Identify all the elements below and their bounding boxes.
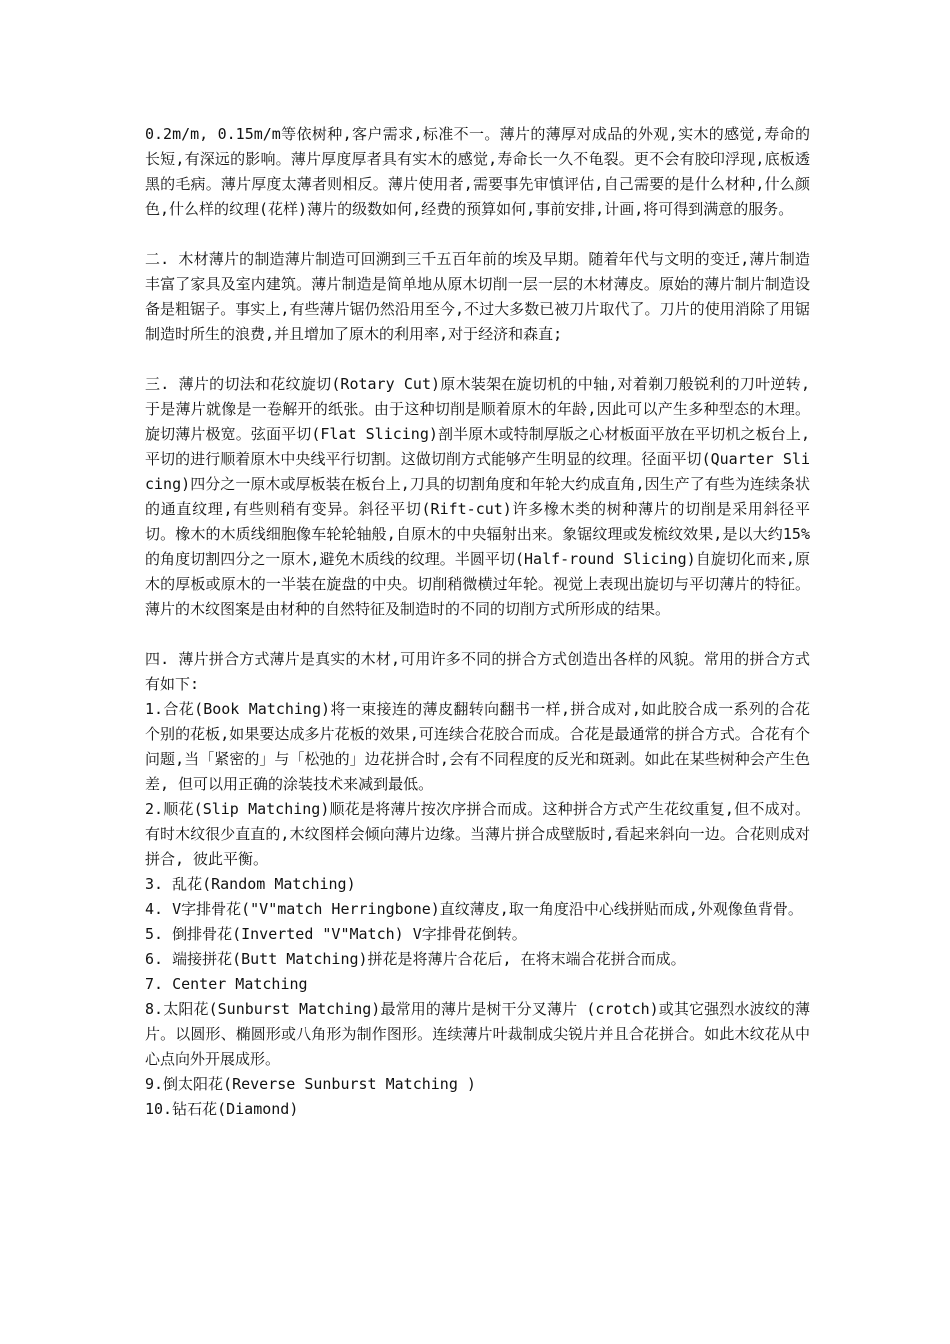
list-item-random-matching: 3. 乱花(Random Matching) — [145, 875, 356, 893]
paragraph-veneer-thickness: 0.2m/m, 0.15m/m等依树种,客户需求,标准不一。薄片的薄厚对成品的外观,实木的感觉,寿命的长短,有深远的影响。薄片厚度厚者具有实木的感觉,寿命长一久不龟裂。更不会有胶印浮现,底板透黑的毛病。薄片厚度太薄者则相反。薄片使用者,需要事先审慎评估,自己需要的是什么材种,什么颜色,什么样的纹理(花样)薄片的级数如何,经费的预算如何,事前安排,计画,将可得到满意的服务。 — [145, 125, 810, 218]
list-item-diamond: 10.钻石花(Diamond) — [145, 1100, 299, 1118]
section-veneer-manufacturing: 二. 木材薄片的制造薄片制造可回溯到三千五百年前的埃及早期。随着年代与文明的变迁,薄片制造丰富了家具及室内建筑。薄片制造是简单地从原木切削一层一层的木材薄皮。原始的薄片制片制造设备是粗锯子。事实上,有些薄片锯仍然沿用至今,不过大多数已被刀片取代了。刀片的使用消除了用锯制造时所生的浪费,并且增加了原木的利用率,对于经济和森直; — [145, 250, 810, 343]
list-item-reverse-sunburst: 9.倒太阳花(Reverse Sunburst Matching ) — [145, 1075, 476, 1093]
list-item-sunburst: 8.太阳花(Sunburst Matching)最常用的薄片是树干分叉薄片 (crotch)或其它强烈水波纹的薄片。以圆形、椭圆形或八角形为制作图形。连续薄片叶裁制成尖锐片并且合花拼合。如此木纹花从中心点向外开展成形。 — [145, 1000, 810, 1068]
list-item-herringbone: 4. V字排骨花("V"match Herringbone)直纹薄皮,取一角度沿中心线拼贴而成,外观像鱼背骨。 — [145, 900, 803, 918]
list-item-butt-matching: 6. 端接拼花(Butt Matching)拼花是将薄片合花后, 在将末端合花拼合而成。 — [145, 950, 686, 968]
matching-list — [145, 697, 810, 1122]
list-item-center-matching: 7. Center Matching — [145, 975, 308, 993]
list-item-slip-matching: 2.顺花(Slip Matching)顺花是将薄片按次序拼合而成。这种拼合方式产生花纹重复,但不成对。有时木纹很少直直的,木纹图样会倾向薄片边缘。当薄片拼合成壁版时,看起来斜向一边。合花则成对拼合, 彼此平衡。 — [145, 800, 810, 868]
list-item-book-matching: 1.合花(Book Matching)将一束接连的薄皮翻转向翻书一样,拼合成对,如此胶合成一系列的合花个别的花板,如果要达成多片花板的效果,可连续合花胶合而成。合花是最通常的拼合方式。合花有个问题,当「紧密的」与「松弛的」边花拼合时,会有不同程度的反光和斑剥。如此在某些树种会产生色差, 但可以用正确的涂装技术来减到最低。 — [145, 700, 810, 793]
section-matching-intro: 四. 薄片拼合方式薄片是真实的木材,可用许多不同的拼合方式创造出各样的风貌。常用的拼合方式有如下: — [145, 650, 810, 693]
document-body — [145, 122, 810, 1122]
list-item-inverted-v: 5. 倒排骨花(Inverted "V"Match) V字排骨花倒转。 — [145, 925, 527, 943]
section-cutting-methods: 三. 薄片的切法和花纹旋切(Rotary Cut)原木装架在旋切机的中轴,对着剃刀般锐利的刀叶逆转,于是薄片就像是一卷解开的纸张。由于这种切削是顺着原木的年龄,因此可以产生多种型态的木理。旋切薄片极宽。弦面平切(Flat Slicing)剖半原木或特制厚版之心材板面平放在平切机之板台上,平切的进行顺着原木中央线平行切割。这做切削方式能够产生明显的纹理。径面平切(Quarter Slicing)四分之一原木或厚板装在板台上,刀具的切割角度和年轮大约成直角,因生产了有些为连续条状的通直纹理,有些则稍有变异。斜径平切(Rift-cut)许多橡木类的树种薄片的切削是采用斜径平切。橡木的木质线细胞像车轮轮轴般,自原木的中央辐射出来。象锯纹理或发梳纹效果,是以大约15%的角度切割四分之一原木,避免木质线的纹理。半圆平切(Half-round Slicing)自旋切化而来,原木的厚板或原木的一半装在旋盘的中央。切削稍微横过年轮。视觉上表现出旋切与平切薄片的特征。薄片的木纹图案是由材种的自然特征及制造时的不同的切削方式所形成的结果。 — [145, 375, 810, 618]
